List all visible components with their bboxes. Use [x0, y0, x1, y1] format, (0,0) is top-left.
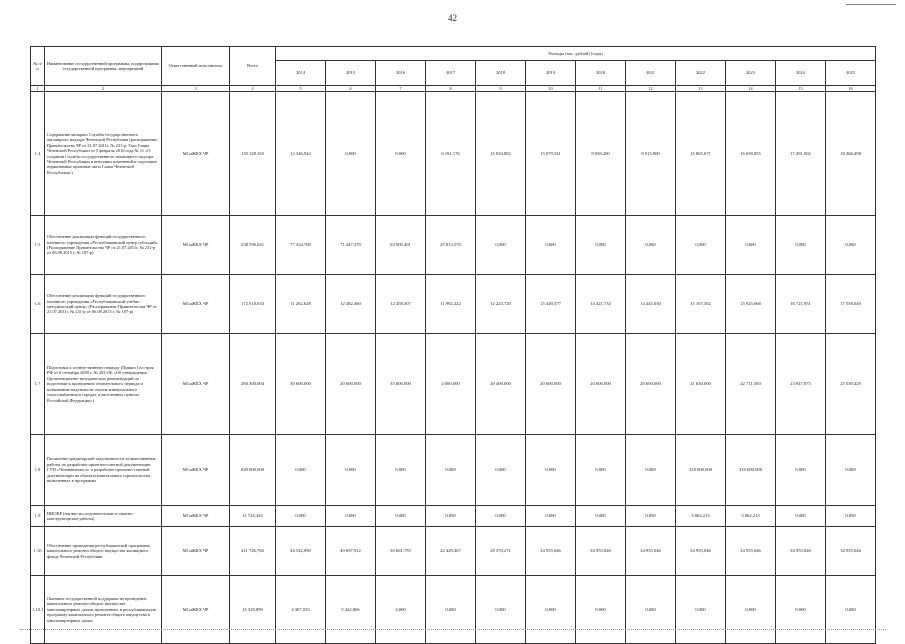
row-value: 0,000: [426, 435, 476, 506]
row-responsible: МСиЖКХ ЧР: [162, 506, 230, 527]
row-value: 0,000: [776, 216, 826, 275]
column-number: 11: [576, 86, 626, 92]
row-value: 30 661,755: [376, 527, 426, 576]
row-value: 22 711,500: [726, 334, 776, 435]
row-value: 0,000: [826, 576, 876, 644]
row-value: 20 600,000: [576, 334, 626, 435]
row-value: 0,000: [426, 576, 476, 644]
row-value: 0,000: [276, 506, 326, 527]
row-number: 1.6: [31, 275, 45, 334]
header-year: 2014: [276, 61, 326, 86]
row-value: 0,000: [626, 576, 676, 644]
header-year: 2019: [526, 61, 576, 86]
row-value: 0,000: [326, 506, 376, 527]
column-number: 1: [31, 86, 45, 92]
row-value: 16 721,951: [776, 275, 826, 334]
row-value: 0,000: [826, 216, 876, 275]
row-value: 71 447,370: [326, 216, 376, 275]
row-value: 0,000: [826, 506, 876, 527]
row-value: 15 167,302: [676, 275, 726, 334]
column-number: 5: [276, 86, 326, 92]
row-value: 0,000: [326, 435, 376, 506]
row-value: 4 000,000: [426, 334, 476, 435]
row-value: 0,000: [776, 435, 826, 506]
header-year: 2020: [576, 61, 626, 86]
row-value: 16 658,955: [726, 92, 776, 216]
row-value: 34 955,046: [826, 527, 876, 576]
row-value: 23 847,075: [776, 334, 826, 435]
row-name: Оказание государственной поддержки на проведение капитального ремонта общего имущества многоквартирных домов, включенных в республиканскую программу капитального ремонта общего имущества в многоквартирных домах: [45, 576, 162, 644]
row-value: 0,000: [526, 576, 576, 644]
table-row: [31, 576, 876, 644]
row-value: 0,000: [776, 576, 826, 644]
row-value: 34 955,046: [526, 527, 576, 576]
scan-corner-mark: [846, 4, 896, 5]
row-value: 0,000: [376, 506, 426, 527]
row-total: 135 128,165: [230, 92, 276, 216]
row-value: 34 955,046: [776, 527, 826, 576]
row-value: 15 865,671: [676, 92, 726, 216]
row-value: 4 307,033: [276, 576, 326, 644]
row-value: 11 992,222: [426, 275, 476, 334]
row-value: 4,000: [376, 576, 426, 644]
row-value: 0,000: [576, 506, 626, 527]
header-responsible: Ответственный исполнитель: [162, 47, 230, 86]
row-total: 411 726,766: [230, 527, 276, 576]
row-value: 14 445,030: [626, 275, 676, 334]
row-value: 0,000: [726, 576, 776, 644]
header-year: 2021: [626, 61, 676, 86]
row-value: 25 039,429: [826, 334, 876, 435]
row-value: 310 000,000: [676, 435, 726, 506]
row-value: 20 400,000: [476, 334, 526, 435]
column-number: 9: [476, 86, 526, 92]
page-number: 42: [448, 13, 457, 23]
row-value: 35 600,000: [376, 334, 426, 435]
row-value: 6 191,176: [426, 92, 476, 216]
row-value: 12 458,307: [376, 275, 426, 334]
row-value: 0,000: [426, 506, 476, 527]
row-value: 12 346,942: [276, 92, 326, 216]
row-value: 0,000: [576, 216, 626, 275]
row-value: 0,000: [526, 506, 576, 527]
row-value: 0,000: [476, 506, 526, 527]
row-value: 15 034,892: [476, 92, 526, 216]
row-value: 0,000: [576, 576, 626, 644]
row-name: Содержание аппарата Службы государственного жилищного надзора Чеченской Республики (распоряжение Правительства ЧР от 21.07.2011г. № 231-р, Указ Главы Чеченской Республики от 5 февраля 2016 года № 11 «О создании Службы государственного жилищного надзора Чеченской Республики и внесении изменений в отдельные нормативные правовые акты Главы Чеченской Республики»): [45, 92, 162, 216]
row-value: 25 813,570: [426, 216, 476, 275]
row-value: 15 449,377: [526, 275, 576, 334]
row-value: 5 862,213: [676, 506, 726, 527]
row-value: 0,000: [376, 435, 426, 506]
row-value: 0,000: [526, 435, 576, 506]
row-value: 0,000: [626, 506, 676, 527]
row-total: 11 724,426: [230, 506, 276, 527]
row-value: 20 600,000: [626, 334, 676, 435]
row-value: 0,000: [526, 216, 576, 275]
row-responsible: МСиЖКХ ЧР: [162, 527, 230, 576]
row-number: 1.8: [31, 435, 45, 506]
table-row: [31, 92, 876, 216]
row-value: 34 955,046: [576, 527, 626, 576]
row-value: 28 370,271: [476, 527, 526, 576]
header-year: 2018: [476, 61, 526, 86]
row-responsible: МСиЖКХ ЧР: [162, 435, 230, 506]
column-number: 12: [626, 86, 676, 92]
row-value: 0,000: [676, 576, 726, 644]
table-row: [31, 334, 876, 435]
row-value: 12 223,720: [476, 275, 526, 334]
row-name: Обеспечение реализации функций государственного казенного учреждения «Республиканский центр субсидий» (Распоряжение Правительства ЧР от 21.07.2011г. № 231-р от 06.08.2015 г. № 187-р): [45, 216, 162, 275]
row-value: 11 262,628: [276, 275, 326, 334]
row-value: 0,000: [376, 92, 426, 216]
column-number: 4: [230, 86, 276, 92]
column-number: 14: [726, 86, 776, 92]
row-name: Обеспечение реализации функций государственного казенного учреждения «Республиканский учебно-методический центр» (Распоряжение Правительства ЧР от 21.07.2011г. № 231-р от 06.08.2015 г. № 187-р): [45, 275, 162, 334]
row-value: 34 955,046: [726, 527, 776, 576]
row-name: Обеспечение проведения республиканской программы капитального ремонта общего имущества жилищного фонда Чеченской Республики: [45, 527, 162, 576]
row-value: 40 697,912: [326, 527, 376, 576]
row-number: 1.4: [31, 92, 45, 216]
table-row: [31, 275, 876, 334]
row-value: 8 913,900: [626, 92, 676, 216]
row-value: 77 434,700: [276, 216, 326, 275]
column-number: 2: [45, 86, 162, 92]
row-value: 310 000,000: [726, 435, 776, 506]
row-value: 0,000: [626, 435, 676, 506]
row-total: 620 000,000: [230, 435, 276, 506]
row-value: 5 862,213: [726, 506, 776, 527]
row-value: 12 482,460: [326, 275, 376, 334]
header-total: Всего: [230, 47, 276, 86]
row-value: 0,000: [776, 506, 826, 527]
column-number: 13: [676, 86, 726, 92]
column-number: 7: [376, 86, 426, 92]
row-value: 63 900,401: [376, 216, 426, 275]
row-value: 0,000: [826, 435, 876, 506]
row-name: НИОКР (научно-исследовательские и опытно-конструкторские работы): [45, 506, 162, 527]
row-number: 1.9: [31, 506, 45, 527]
row-total: 15 329,899: [230, 576, 276, 644]
row-number: 1.10.1: [31, 576, 45, 644]
row-value: 0,000: [726, 216, 776, 275]
row-value: 21 630,000: [676, 334, 726, 435]
row-value: 17 491,902: [776, 92, 826, 216]
row-number: 1.5: [31, 216, 45, 275]
row-number: 1.7: [31, 334, 45, 435]
row-value: 34 955,046: [676, 527, 726, 576]
row-value: 18 366,498: [826, 92, 876, 216]
row-responsible: МСиЖКХ ЧР: [162, 216, 230, 275]
table-row: [31, 506, 876, 527]
row-value: 22 429,467: [426, 527, 476, 576]
header-year: 2017: [426, 61, 476, 86]
row-value: 20 600,000: [526, 334, 576, 435]
scan-footer-artifact: [20, 629, 886, 633]
row-value: 20 600,000: [326, 334, 376, 435]
header-no: № п/п: [31, 47, 45, 86]
row-value: 34 955,046: [626, 527, 676, 576]
column-number: 6: [326, 86, 376, 92]
column-number: 10: [526, 86, 576, 92]
column-number: 8: [426, 86, 476, 92]
table-row: [31, 216, 876, 275]
table-row: [31, 527, 876, 576]
row-responsible: МСиЖКХ ЧР: [162, 275, 230, 334]
header-year: 2023: [726, 61, 776, 86]
header-year: 2022: [676, 61, 726, 86]
row-total: 238 596,041: [230, 216, 276, 275]
table-row: [31, 435, 876, 506]
row-value: 0,000: [476, 435, 526, 506]
row-value: 15 079,541: [526, 92, 576, 216]
row-value: 44 542,090: [276, 527, 326, 576]
row-total: 260 300,004: [230, 334, 276, 435]
row-value: 0,000: [276, 435, 326, 506]
row-total: 172 018,633: [230, 275, 276, 334]
row-value: 0,000: [626, 216, 676, 275]
row-value: 0,000: [676, 216, 726, 275]
row-responsible: МСиЖКХ ЧР: [162, 576, 230, 644]
row-value: 0,000: [326, 92, 376, 216]
header-name: Наименование государственной программы, подпрограммы государственной программы, мероприятий: [45, 47, 162, 86]
row-responsible: МСиЖКХ ЧР: [162, 92, 230, 216]
row-value: 14 421,734: [576, 275, 626, 334]
row-name: Подготовка к осенне-зимнему периоду (Приказ Госстроя РФ от 6 сентября 2000 г. № 203-ОБ «Об утверждении Организационно-методических рекомендаций по подготовке к проведению отопительного периода и повышению надежности систем коммунального теплоснабжения в городах и населенных пунктах Российской Федерации»): [45, 334, 162, 435]
row-number: 1.10: [31, 527, 45, 576]
header-year: 2024: [776, 61, 826, 86]
budget-table: [30, 46, 876, 644]
row-value: 0,000: [476, 576, 526, 644]
header-year: 2016: [376, 61, 426, 86]
row-value: 30 600,000: [276, 334, 326, 435]
row-value: 0,000: [476, 216, 526, 275]
row-responsible: МСиЖКХ ЧР: [162, 334, 230, 435]
column-number: 3: [162, 86, 230, 92]
header-year: 2025: [826, 61, 876, 86]
row-value: 15 925,668: [726, 275, 776, 334]
header-expenses: Расходы (тыс. рублей) (годы): [276, 47, 876, 61]
row-name: Погашение кредиторской задолженности за выполненные работы по разработке проектно-сметной документации ГУП «Чеченавтомост» и разработке проектно-сметной документации на объекты капитального строительства, включенных в программы: [45, 435, 162, 506]
row-value: 17 558,049: [826, 275, 876, 334]
column-number: 16: [826, 86, 876, 92]
row-value: 8 938,200: [576, 92, 626, 216]
header-year: 2015: [326, 61, 376, 86]
row-value: 5 422,866: [326, 576, 376, 644]
column-number: 15: [776, 86, 826, 92]
row-value: 0,000: [576, 435, 626, 506]
